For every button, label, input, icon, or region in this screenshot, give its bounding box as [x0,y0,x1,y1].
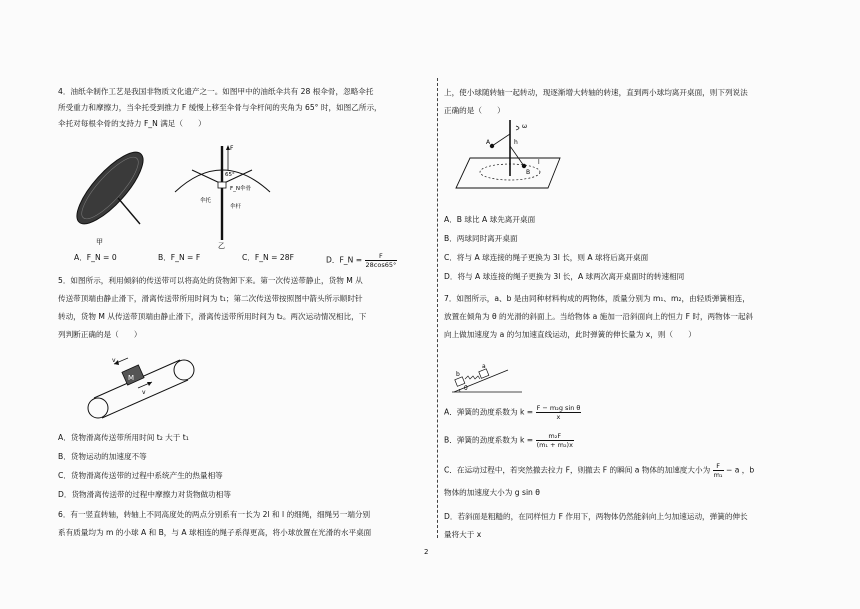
q7-line-2: 放置在倾角为 θ 的光滑的斜面上。当给物体 a 施加一沿斜面向上的恒力 F 时，两物体一起斜 [444,312,754,321]
q5-option-d: D．货物滑离传送带的过程中摩擦力对货物做功相等 [58,490,231,499]
q5-line-1: 5．如图所示，利用倾斜的传送带可以将高处的货物卸下来。第一次传送带静止，货物 M 从 [58,276,363,285]
q7-option-c-suffix: − a ，b [725,465,755,475]
q4-option-d-num: F [365,252,398,261]
q5-option-c: C．货物滑离传送带的过程中系统产生的热量相等 [58,471,223,480]
q5-option-a: A．货物滑离传送带所用时间 t₂ 大于 t₁ [58,433,189,442]
column-divider [437,78,438,538]
q6-options [444,210,804,286]
fig-label-M: M [128,374,135,382]
q4-line-1: 4．油纸伞制作工艺是我国非物质文化遗产之一。如图甲中的油纸伞共有 28 根伞骨，忽略伞托 [58,87,374,96]
q7-option-d-line-1: D．若斜面是粗糙的，在同样恒力 F 作用下，两物体仍然能斜向上匀加速运动，弹簧的伸长 [444,512,748,521]
fig-label-sangan: 伞杆 [230,204,242,210]
q6-line-2: 系有质量均为 m 的小球 A 和 B，与 A 球相连的绳子系得更高，将小球放置在光滑的水平桌面 [58,528,372,537]
fig-label-jia: 甲 [96,238,103,246]
fig-label-v-top: v [112,357,116,364]
q4-figure-jia [70,138,160,250]
q5-options [58,428,428,504]
q6-line-1: 6．有一竖直转轴，转轴上不同高度处的两点分别系有一长为 2l 和 l 的细绳，细绳另一端分别 [58,510,371,519]
fig-label-F: F [230,145,234,152]
left-column [58,84,428,132]
q4-option-d [326,252,397,269]
q7-option-d-line-2: 量将大于 x [444,530,482,539]
q7-option-a [444,404,581,421]
q7-option-d [444,508,804,544]
fig-label-angle: 65° [225,172,235,178]
q7-option-b-fraction [536,432,574,449]
q7-option-a-prefix: A．弹簧的劲度系数为 k = [444,407,534,417]
q7-option-c-den: m₁ [713,471,723,479]
q7-option-b-prefix: B．弹簧的劲度系数为 k = [444,435,534,445]
fig-label-h: h [514,139,518,146]
q6-cont-line-1: 上，使小球随转轴一起转动，现逐渐增大转轴的转速，直到两小球均离开桌面，则下列说法 [444,88,748,97]
q5-option-b: B．货物运动的加速度不等 [58,452,147,461]
q4-line-2: 所受重力和摩擦力，当伞托受到推力 F 缓慢上移至伞骨与伞杆间的夹角为 65° 时，如图乙所示， [58,103,382,112]
q5-figure-conveyor [84,350,204,422]
fig-label-v-bottom: v [142,389,146,396]
fig-label-omega: ω [522,123,528,130]
fig-label-sangu: 伞骨 [240,186,252,192]
q7-option-b-den: (m₁ + m₂)x [536,441,573,449]
q6-option-c: C．将与 A 球连接的绳子更换为 3l 长，则 A 球将后离开桌面 [444,253,649,262]
q6-option-a: A．B 球比 A 球先离开桌面 [444,215,536,224]
fig-label-yi: 乙 [218,242,225,250]
q4-option-d-fraction [365,252,398,269]
fig-label-b: b [456,371,460,378]
fig-label-FN: F_N [230,186,241,192]
q6-block [58,506,428,542]
q4-option-b: B．F_N = F [158,253,201,262]
fig-label-santuo: 伞托 [200,198,212,204]
q7-line-3: 向上做加速度为 a 的匀加速直线运动，此时弹簧的伸长量为 x，则（ ） [444,330,696,339]
fig-label-l: l [538,159,540,166]
q7-block [444,290,804,344]
q7-option-a-den: x [556,413,561,421]
q7-option-c-prefix: C．在运动过程中，若突然撤去拉力 F，则撤去 F 的瞬间 a 物体的加速度大小为 [444,465,711,475]
q4-option-a: A．F_N = 0 [74,253,117,262]
q7-option-b [444,432,574,449]
q5-line-4: 列判断正确的是（ ） [58,330,142,339]
q4-line-3: 伞托对每根伞骨的支持力 F_N 满足（ ） [58,119,206,128]
q6-option-b: B．两球同时离开桌面 [444,234,518,243]
fig-label-B: B [526,169,531,176]
q4-option-d-den: 28cos65° [365,261,397,269]
q7-figure-incline [448,362,528,396]
q4-option-d-prefix: D．F_N = [326,255,363,265]
q7-option-c-num: F [713,462,724,471]
fig-label-a: a [482,363,486,370]
q5-block [58,272,428,344]
q5-line-2: 传送带顶端由静止滑下，滑离传送带所用时间为 t₁；第二次传送带按照图中箭头所示顺时针 [58,294,363,303]
q6-continued [444,84,804,120]
q4-figure-yi [170,140,280,250]
q7-line-1: 7．如图所示，a、b 是由同种材料构成的两物体，质量分别为 m₁、m₂，由轻质弹簧相连， [444,294,750,303]
page-number: 2 [424,548,429,556]
q6-cont-line-2: 正确的是（ ） [444,106,505,115]
q4-option-c: C．F_N = 28F [242,253,294,262]
fig-label-theta: θ [464,385,468,392]
q7-option-c-line-2: 物体的加速度大小为 g sin θ [444,488,540,497]
q7-option-a-fraction [536,404,582,421]
q6-figure-rotating-axis [452,118,572,200]
q7-option-b-num: m₂F [536,432,574,441]
q7-option-c-line2-block [444,484,804,502]
fig-label-A: A [486,139,491,146]
q7-option-a-num: F − m₂g sin θ [536,404,581,412]
q7-option-c-fraction [713,462,724,479]
q5-line-3: 转动，货物 M 从传送带顶端由静止滑下，滑离传送带所用时间为 t₂。两次运动情况相比，下 [58,312,367,321]
q6-option-d: D．将与 A 球连接的绳子更换为 3l 长，A 球两次离开桌面时的转速相同 [444,272,685,281]
q7-option-c [444,462,754,479]
